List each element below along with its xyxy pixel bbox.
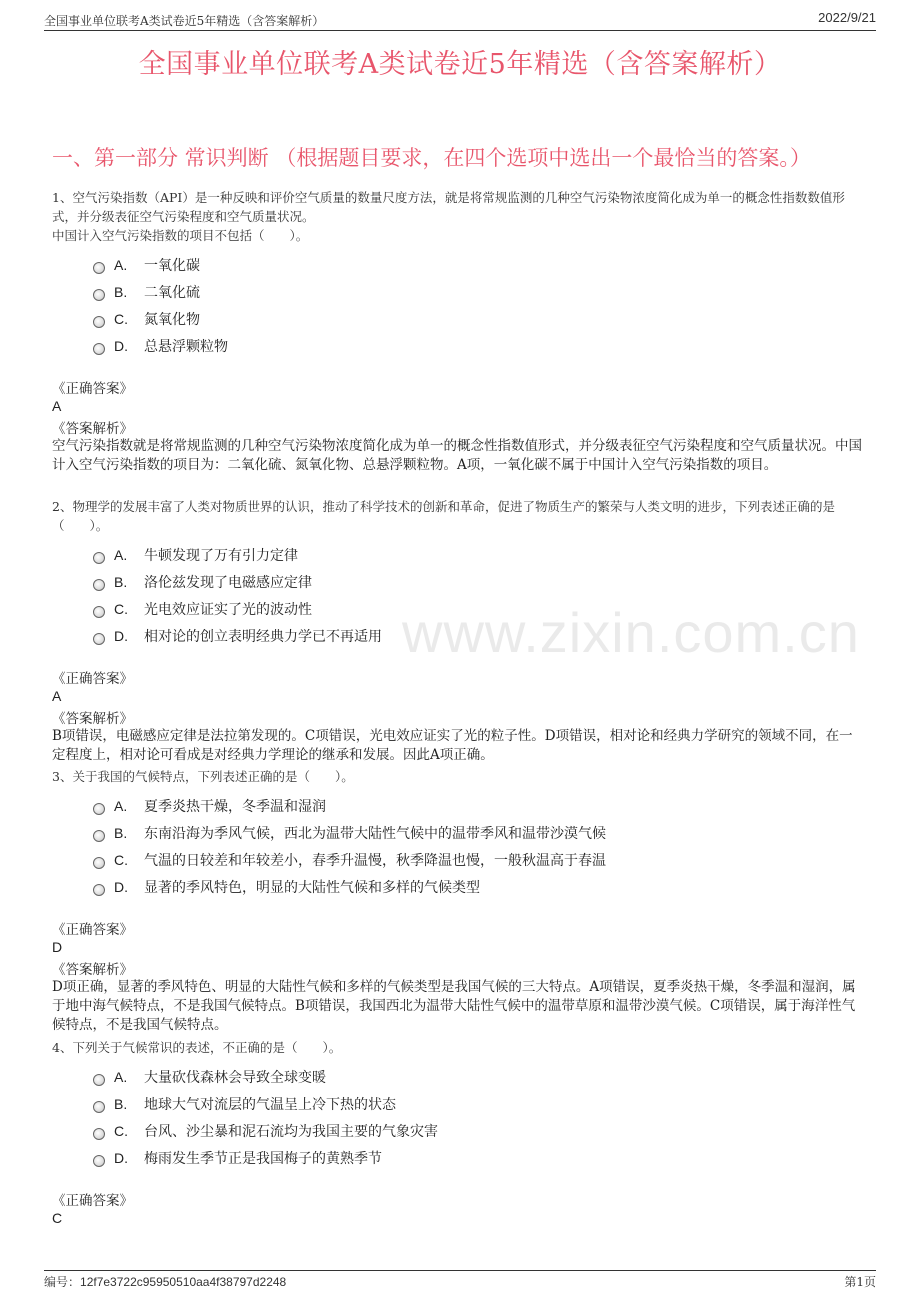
option-b[interactable] bbox=[93, 819, 864, 846]
question-1-stem: 1、空气污染指数（API）是一种反映和评价空气质量的数量尺度方法，就是将常规监测的几种空气污染物浓度简化成为单一的概念性指数数值形式，并分级表征空气污染程度和空气质量状况。 bbox=[52, 190, 845, 224]
radio-icon[interactable] bbox=[93, 579, 105, 591]
option-d[interactable] bbox=[93, 873, 864, 900]
radio-icon[interactable] bbox=[93, 830, 105, 842]
question-1-prompt: 中国计入空气污染指数的项目不包括（ ）。 bbox=[52, 228, 309, 243]
option-d[interactable] bbox=[93, 332, 864, 359]
option-text: 二氧化硫 bbox=[144, 284, 200, 301]
option-c[interactable] bbox=[93, 846, 864, 873]
footer-code-label: 编号： bbox=[44, 1275, 81, 1289]
option-a[interactable] bbox=[93, 541, 864, 568]
footer-code-value: 12f7e3722c95950510aa4f38797d2248 bbox=[80, 1275, 287, 1289]
question-3 bbox=[52, 767, 864, 1035]
section-title: 一、第一部分 常识判断 （根据题目要求，在四个选项中选出一个最恰当的答案。） bbox=[52, 146, 811, 170]
question-4 bbox=[52, 1038, 864, 1227]
option-text: 地球大气对流层的气温呈上冷下热的状态 bbox=[144, 1096, 396, 1113]
option-text: 洛伦兹发现了电磁感应定律 bbox=[144, 574, 312, 591]
radio-icon[interactable] bbox=[93, 1074, 105, 1086]
radio-icon[interactable] bbox=[93, 803, 105, 815]
footer-code bbox=[44, 1273, 286, 1290]
radio-icon[interactable] bbox=[93, 262, 105, 274]
option-letter: B. bbox=[114, 283, 128, 300]
option-letter: A. bbox=[114, 797, 128, 814]
option-text: 相对论的创立表明经典力学已不再适用 bbox=[144, 628, 382, 645]
explanation-text: B项错误，电磁感应定律是法拉第发现的。C项错误，光电效应证实了光的粒子性。D项错误，相对论和经典力学研究的领域不同，在一定程度上，相对论可看成是对经典力学理论的继承和发展。因此A项正确。 bbox=[52, 728, 853, 763]
question-1 bbox=[52, 188, 864, 475]
explanation-label: 《答案解析》 bbox=[52, 962, 133, 978]
option-d[interactable] bbox=[93, 1144, 864, 1171]
explanation-text: 空气污染指数就是将常规监测的几种空气污染物浓度简化成为单一的概念性指数值形式，并分级表征空气污染程度和空气质量状况。中国计入空气污染指数的项目为：二氧化硫、氮氧化物、总悬浮颗粒物。A项，一氧化碳不属于中国计入空气污染指数的项目。 bbox=[52, 438, 862, 473]
radio-icon[interactable] bbox=[93, 289, 105, 301]
explanation-label: 《答案解析》 bbox=[52, 421, 133, 437]
page-header bbox=[44, 10, 876, 31]
explanation-label: 《答案解析》 bbox=[52, 711, 133, 727]
option-letter: C. bbox=[114, 600, 128, 617]
option-c[interactable] bbox=[93, 305, 864, 332]
header-doc-title: 全国事业单位联考A类试卷近5年精选（含答案解析） bbox=[44, 14, 325, 28]
answer-label: 《正确答案》 bbox=[52, 1193, 133, 1209]
option-text: 夏季炎热干燥，冬季温和湿润 bbox=[144, 798, 326, 815]
question-4-options bbox=[93, 1063, 864, 1171]
answer-label: 《正确答案》 bbox=[52, 381, 133, 397]
option-a[interactable] bbox=[93, 1063, 864, 1090]
option-b[interactable] bbox=[93, 568, 864, 595]
radio-icon[interactable] bbox=[93, 1155, 105, 1167]
question-3-options bbox=[93, 792, 864, 900]
option-letter: B. bbox=[114, 573, 128, 590]
radio-icon[interactable] bbox=[93, 606, 105, 618]
option-text: 总悬浮颗粒物 bbox=[144, 338, 228, 355]
option-letter: D. bbox=[114, 878, 128, 895]
option-letter: D. bbox=[114, 337, 128, 354]
header-date: 2022/9/21 bbox=[818, 10, 876, 25]
option-letter: C. bbox=[114, 1122, 128, 1139]
radio-icon[interactable] bbox=[93, 633, 105, 645]
answer-value: A bbox=[52, 688, 62, 704]
answer-value: C bbox=[52, 1210, 63, 1226]
explanation-text: D项正确，显著的季风特色、明显的大陆性气候和多样的气候类型是我国气候的三大特点。A项错误，夏季炎热干燥，冬季温和湿润，属于地中海气候特点，不是我国气候特点。B项错误，我国西北为温带大陆性气候中的温带草原和温带沙漠气候。C项错误，属于海洋性气候特点，不是我国气候特点。 bbox=[52, 979, 856, 1033]
document-title: 全国事业单位联考A类试卷近5年精选（含答案解析） bbox=[138, 49, 782, 80]
option-b[interactable] bbox=[93, 1090, 864, 1117]
footer-page-number: 第1页 bbox=[844, 1275, 876, 1289]
option-letter: D. bbox=[114, 1149, 128, 1166]
answer-label: 《正确答案》 bbox=[52, 922, 133, 938]
option-text: 气温的日较差和年较差小，春季升温慢，秋季降温也慢，一般秋温高于春温 bbox=[144, 852, 606, 869]
question-2-stem: 2、物理学的发展丰富了人类对物质世界的认识，推动了科学技术的创新和革命，促进了物质生产的繁荣与人类文明的进步，下列表述正确的是（ ）。 bbox=[52, 499, 835, 533]
option-letter: B. bbox=[114, 824, 128, 841]
option-text: 一氧化碳 bbox=[144, 257, 200, 274]
radio-icon[interactable] bbox=[93, 343, 105, 355]
radio-icon[interactable] bbox=[93, 316, 105, 328]
option-text: 氮氧化物 bbox=[144, 311, 200, 328]
radio-icon[interactable] bbox=[93, 1101, 105, 1113]
question-1-options bbox=[93, 251, 864, 359]
question-3-stem: 3、关于我国的气候特点，下列表述正确的是（ ）。 bbox=[52, 769, 354, 784]
option-text: 东南沿海为季风气候，西北为温带大陆性气候中的温带季风和温带沙漠气候 bbox=[144, 825, 606, 842]
option-text: 光电效应证实了光的波动性 bbox=[144, 601, 312, 618]
watermark: www.zixin.com.cn bbox=[402, 601, 860, 664]
page-footer bbox=[44, 1270, 876, 1291]
radio-icon[interactable] bbox=[93, 884, 105, 896]
option-letter: C. bbox=[114, 310, 128, 327]
question-4-stem: 4、下列关于气候常识的表述，不正确的是（ ）。 bbox=[52, 1040, 342, 1055]
option-text: 大量砍伐森林会导致全球变暖 bbox=[144, 1069, 326, 1086]
option-text: 显著的季风特色，明显的大陆性气候和多样的气候类型 bbox=[144, 879, 480, 896]
option-text: 梅雨发生季节正是我国梅子的黄熟季节 bbox=[144, 1150, 382, 1167]
option-letter: C. bbox=[114, 851, 128, 868]
option-text: 台风、沙尘暴和泥石流均为我国主要的气象灾害 bbox=[144, 1123, 438, 1140]
option-c[interactable] bbox=[93, 1117, 864, 1144]
option-letter: D. bbox=[114, 627, 128, 644]
answer-value: A bbox=[52, 398, 62, 414]
option-letter: B. bbox=[114, 1095, 128, 1112]
answer-label: 《正确答案》 bbox=[52, 671, 133, 687]
option-text: 牛顿发现了万有引力定律 bbox=[144, 547, 298, 564]
radio-icon[interactable] bbox=[93, 857, 105, 869]
option-letter: A. bbox=[114, 1068, 128, 1085]
option-letter: A. bbox=[114, 546, 128, 563]
option-letter: A. bbox=[114, 256, 128, 273]
answer-value: D bbox=[52, 939, 63, 955]
option-b[interactable] bbox=[93, 278, 864, 305]
radio-icon[interactable] bbox=[93, 552, 105, 564]
radio-icon[interactable] bbox=[93, 1128, 105, 1140]
option-a[interactable] bbox=[93, 251, 864, 278]
option-a[interactable] bbox=[93, 792, 864, 819]
